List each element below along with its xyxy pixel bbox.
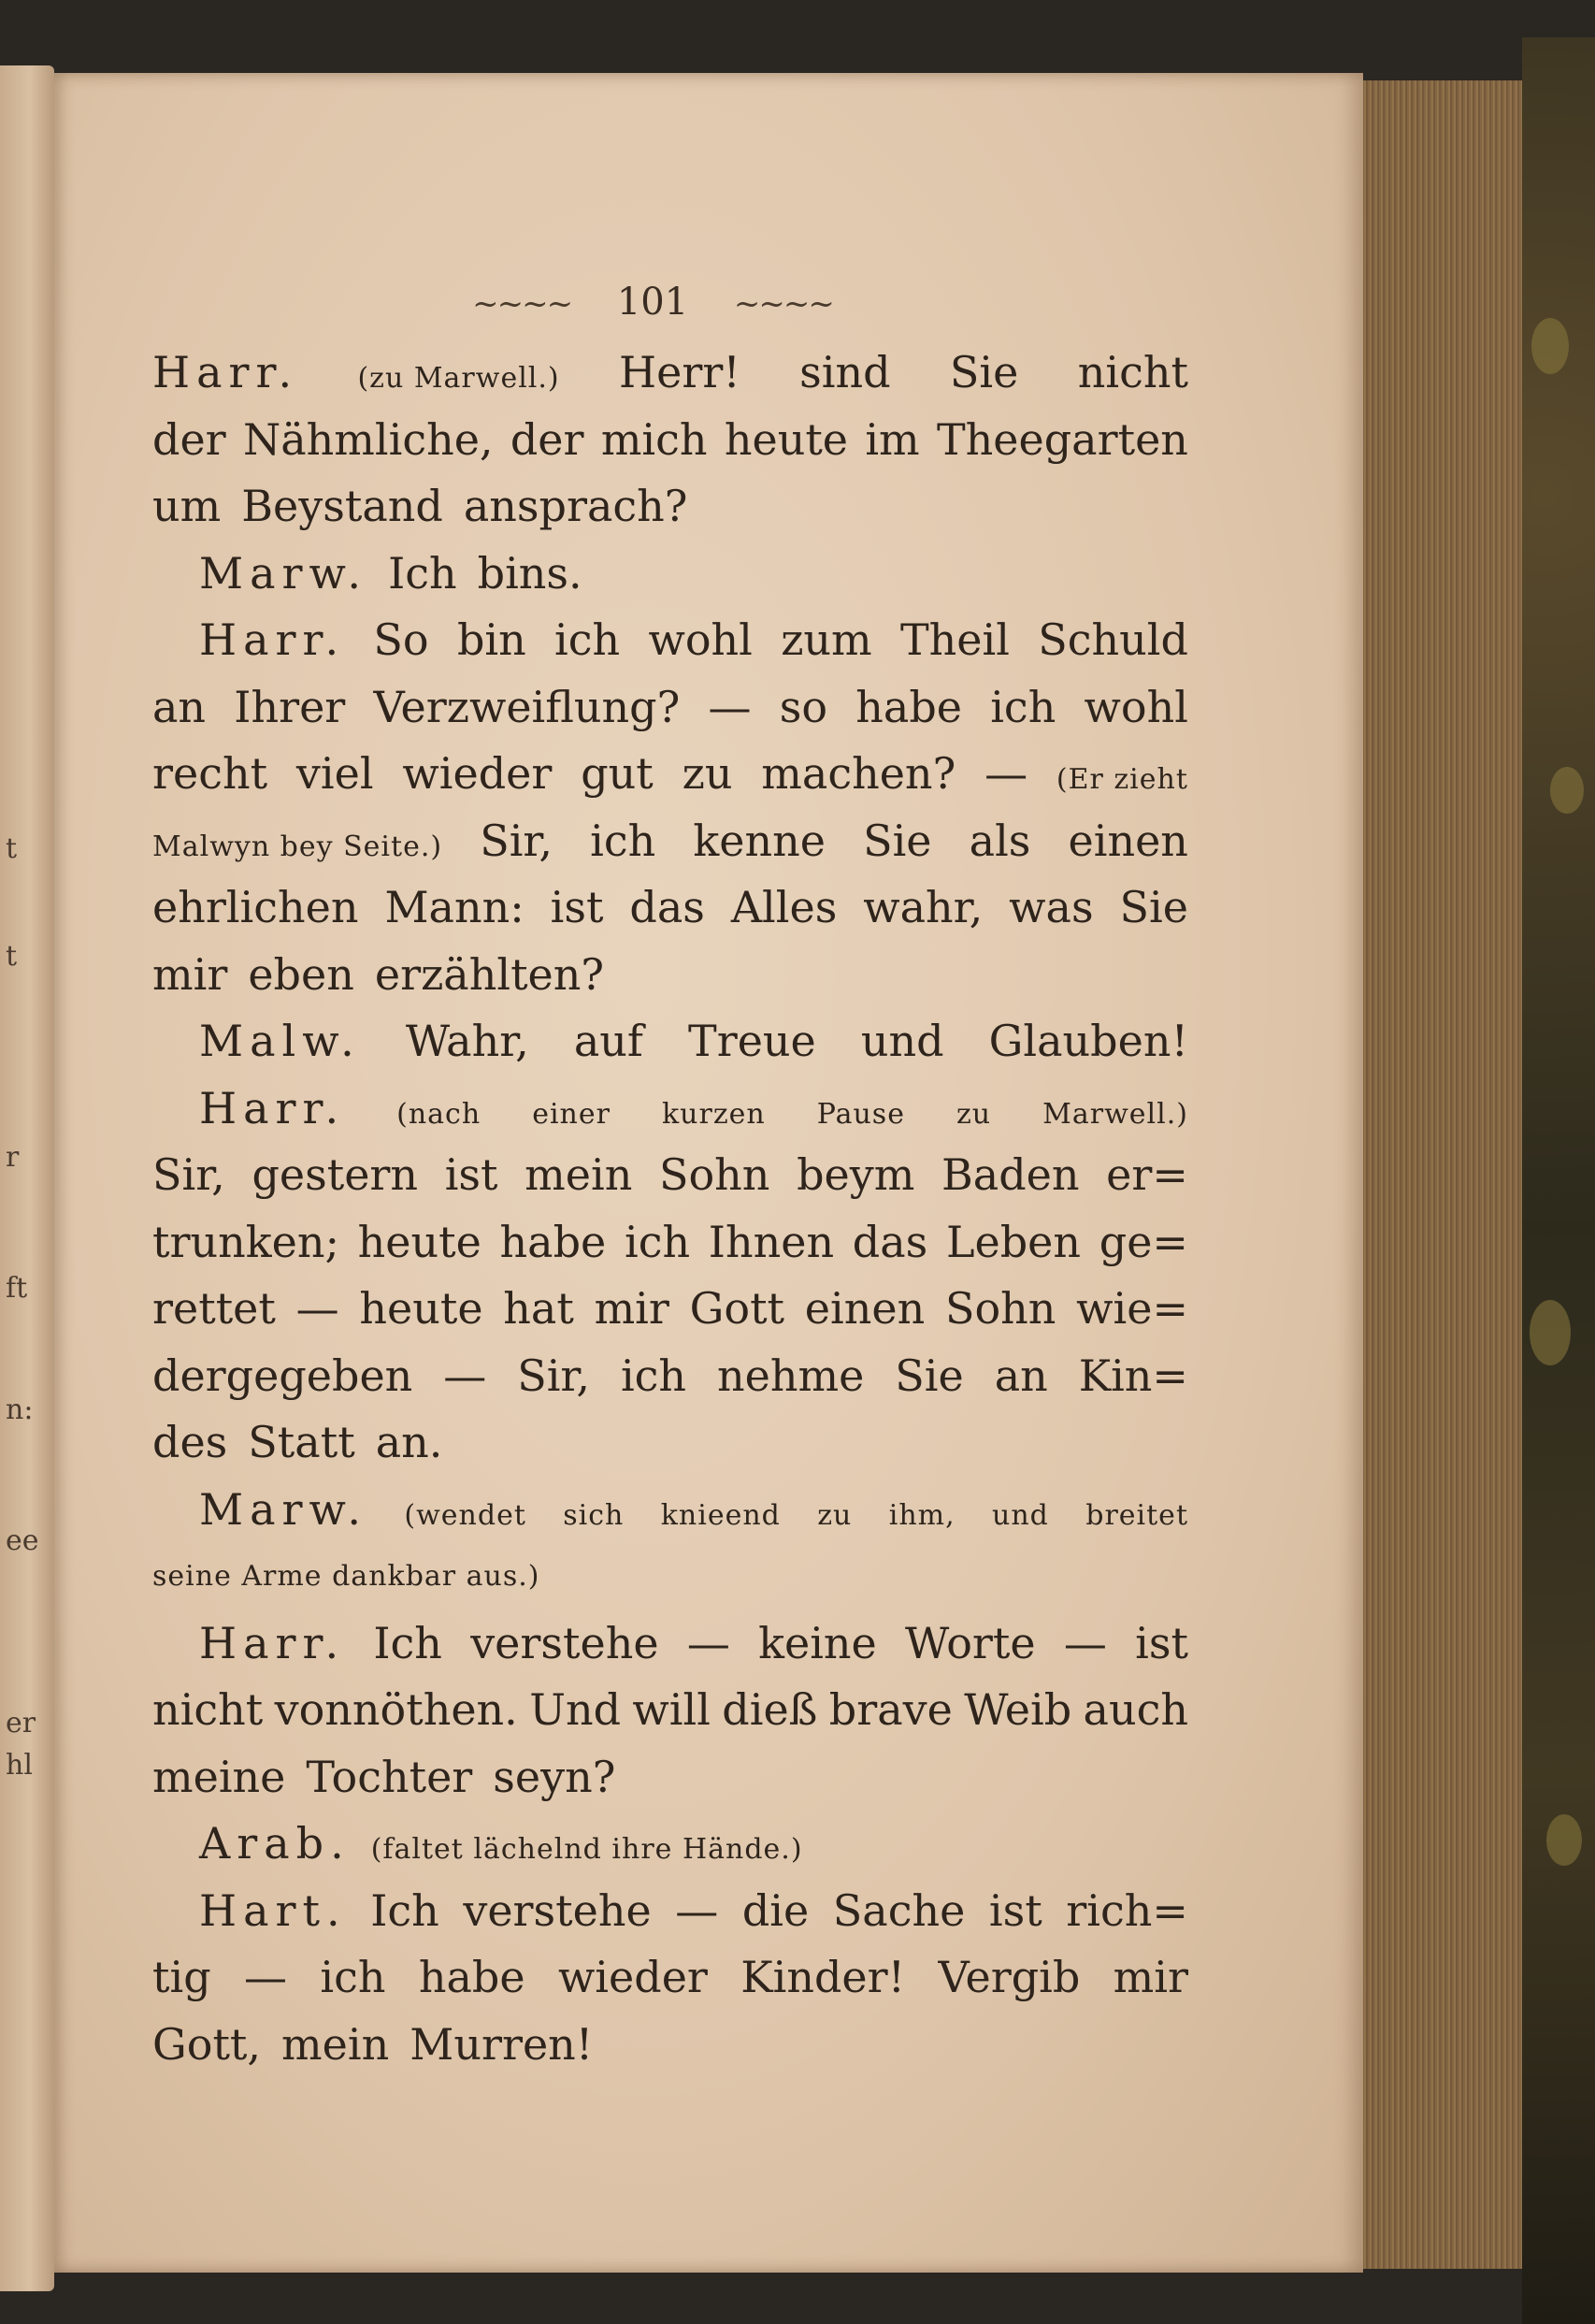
word: habe bbox=[499, 1216, 607, 1267]
word: meine bbox=[152, 1751, 286, 1802]
word: wohl bbox=[648, 614, 753, 665]
word: mein bbox=[281, 2018, 390, 2070]
word: die bbox=[741, 1884, 810, 1936]
word: Sohn bbox=[944, 1283, 1056, 1334]
word: bin bbox=[456, 614, 526, 665]
word: viel bbox=[295, 748, 374, 799]
word: Weib bbox=[964, 1684, 1072, 1735]
word: Sir, bbox=[152, 1149, 225, 1200]
word: ich bbox=[990, 681, 1056, 732]
word: der bbox=[510, 413, 584, 465]
word: — bbox=[686, 1617, 730, 1668]
text-line bbox=[152, 1008, 1188, 1075]
text-line bbox=[152, 1343, 1188, 1410]
word: das bbox=[852, 1216, 928, 1267]
left-page-fragment: n: bbox=[6, 1393, 34, 1426]
text-line bbox=[152, 1944, 1188, 2012]
text-line bbox=[152, 473, 1188, 541]
word: — bbox=[244, 1952, 288, 2002]
word: wieder bbox=[402, 748, 553, 799]
text-line bbox=[152, 1610, 1188, 1678]
word: einen bbox=[1068, 815, 1188, 866]
word: wohl bbox=[1084, 681, 1188, 732]
word: auf bbox=[573, 1016, 643, 1066]
word: Gott, bbox=[152, 2018, 262, 2070]
word: Wahr, bbox=[405, 1016, 529, 1066]
previous-page-edge bbox=[0, 65, 54, 2291]
word: Schuld bbox=[1038, 614, 1188, 665]
stage-direction: einer bbox=[532, 1097, 611, 1131]
text-line bbox=[152, 1744, 1188, 1812]
word: ehrlichen bbox=[152, 882, 359, 932]
text-line bbox=[152, 2012, 1188, 2079]
text-line bbox=[152, 541, 1188, 608]
stage-direction: (Er zieht bbox=[1056, 763, 1188, 796]
word: verstehe bbox=[463, 1884, 652, 1936]
word: nehme bbox=[717, 1350, 865, 1401]
word: mein bbox=[524, 1149, 633, 1200]
word: Worte bbox=[905, 1617, 1036, 1668]
stage-direction: breitet bbox=[1085, 1498, 1188, 1532]
stage-direction: seine Arme dankbar aus.) bbox=[152, 1560, 540, 1593]
ornament-left: ~~~~ bbox=[472, 285, 572, 323]
word: um bbox=[152, 481, 222, 531]
word: Ich bbox=[388, 547, 457, 599]
word: als bbox=[969, 815, 1031, 866]
word: Alles bbox=[730, 882, 838, 932]
word: ist bbox=[988, 1884, 1042, 1936]
word: Sie bbox=[895, 1350, 964, 1401]
word: Sie bbox=[863, 815, 932, 866]
page-header bbox=[54, 281, 1251, 324]
word: machen? bbox=[761, 748, 956, 799]
word: Ich bbox=[373, 1617, 442, 1668]
word: Theegarten bbox=[936, 413, 1188, 465]
word: ist bbox=[1135, 1617, 1188, 1668]
word: ist bbox=[444, 1149, 498, 1200]
left-page-fragment: r bbox=[6, 1141, 20, 1174]
word: mir bbox=[594, 1283, 669, 1334]
left-page-fragment: t bbox=[6, 940, 18, 973]
word: — bbox=[984, 748, 1028, 799]
word: Sache bbox=[832, 1884, 966, 1936]
word: Kin= bbox=[1078, 1350, 1188, 1401]
stage-direction: knieend bbox=[660, 1498, 781, 1532]
word: — bbox=[708, 681, 752, 732]
word: rich= bbox=[1066, 1884, 1188, 1936]
word: Leben bbox=[945, 1216, 1082, 1267]
stage-direction: (zu Marwell.) bbox=[357, 362, 560, 395]
word: ge= bbox=[1099, 1216, 1188, 1267]
word: zu bbox=[682, 748, 733, 799]
word: seyn? bbox=[493, 1751, 616, 1802]
speaker-name: Harr. bbox=[199, 1617, 346, 1668]
stage-direction: und bbox=[992, 1498, 1049, 1532]
word: Sie bbox=[949, 347, 1019, 397]
word: brave bbox=[828, 1684, 953, 1735]
left-page-fragment: ft bbox=[6, 1272, 28, 1305]
word: dieß bbox=[722, 1684, 818, 1735]
text-line bbox=[152, 607, 1188, 674]
word: tig bbox=[152, 1952, 211, 2002]
word: des bbox=[152, 1417, 228, 1467]
word: Herr! bbox=[619, 347, 740, 397]
word: Ihrer bbox=[234, 681, 346, 732]
word: Ich bbox=[370, 1884, 439, 1936]
word: gestern bbox=[251, 1149, 419, 1200]
word: eben bbox=[248, 948, 354, 1000]
text-line bbox=[152, 1543, 1188, 1610]
word: wie= bbox=[1076, 1283, 1188, 1334]
text-line bbox=[152, 1878, 1188, 1945]
word: Und bbox=[529, 1684, 622, 1735]
word: wieder bbox=[557, 1952, 708, 2002]
word: will bbox=[632, 1684, 711, 1735]
left-page-fragment: er bbox=[6, 1707, 36, 1739]
word: Baden bbox=[941, 1149, 1080, 1200]
word: er= bbox=[1106, 1149, 1188, 1200]
word: auch bbox=[1083, 1684, 1188, 1735]
word: kenne bbox=[693, 815, 826, 866]
speaker-name: Malw. bbox=[199, 1016, 361, 1066]
word: vonnöthen. bbox=[274, 1684, 518, 1735]
page-block-edges bbox=[1363, 80, 1522, 2269]
word: Vergib bbox=[938, 1952, 1081, 2002]
speaker-name: Harr. bbox=[199, 1082, 346, 1133]
word: ich bbox=[554, 614, 621, 665]
word: Theil bbox=[899, 614, 1010, 665]
text-line bbox=[152, 874, 1188, 942]
stage-direction: (faltet lächelnd ihre Hände.) bbox=[370, 1833, 803, 1866]
word: bins. bbox=[477, 547, 582, 599]
text-line bbox=[152, 741, 1188, 808]
word: ist bbox=[550, 882, 604, 932]
ornament-right: ~~~~ bbox=[733, 285, 833, 323]
word: hat bbox=[503, 1283, 574, 1334]
left-page-fragment: hl bbox=[6, 1749, 33, 1782]
word: Tochter bbox=[306, 1751, 473, 1802]
text-line bbox=[152, 1811, 1188, 1878]
text-line bbox=[152, 1142, 1188, 1209]
word: Sir, bbox=[480, 815, 553, 866]
word: — bbox=[443, 1350, 487, 1401]
word: Sie bbox=[1119, 882, 1188, 932]
word: an. bbox=[375, 1417, 443, 1467]
speaker-name: Marw. bbox=[199, 547, 368, 599]
word: Beystand bbox=[241, 481, 443, 531]
text-line bbox=[152, 808, 1188, 875]
text-line bbox=[152, 407, 1188, 474]
word: heute bbox=[359, 1283, 483, 1334]
word: heute bbox=[357, 1216, 481, 1267]
word: im bbox=[865, 413, 920, 465]
text-line bbox=[152, 674, 1188, 742]
word: Statt bbox=[248, 1417, 355, 1467]
word: zum bbox=[781, 614, 872, 665]
page-text bbox=[152, 339, 1188, 2078]
word: Treue bbox=[688, 1016, 816, 1066]
word: Murren! bbox=[410, 2018, 594, 2070]
word: Kinder! bbox=[740, 1952, 906, 2002]
speaker-name: Harr. bbox=[152, 347, 299, 397]
word: Gott bbox=[689, 1283, 785, 1334]
word: gut bbox=[581, 748, 654, 799]
word: nicht bbox=[1077, 347, 1188, 397]
word: was bbox=[1009, 882, 1094, 932]
stage-direction: sich bbox=[563, 1498, 625, 1532]
text-line bbox=[152, 942, 1188, 1009]
word: ich bbox=[320, 1952, 386, 2002]
word: Verzweiflung? bbox=[373, 681, 681, 732]
stage-direction: Marwell.) bbox=[1042, 1097, 1188, 1131]
word: Sir, bbox=[517, 1350, 590, 1401]
word: und bbox=[860, 1016, 944, 1066]
left-page-fragment: ee bbox=[6, 1524, 39, 1557]
word: ansprach? bbox=[463, 481, 688, 531]
word: trunken; bbox=[152, 1216, 339, 1267]
word: sind bbox=[799, 347, 891, 397]
word: verstehe bbox=[470, 1617, 659, 1668]
stage-direction: (wendet bbox=[404, 1498, 526, 1532]
word: — bbox=[675, 1884, 719, 1936]
word: habe bbox=[418, 1952, 525, 2002]
word: an bbox=[994, 1350, 1048, 1401]
word: beym bbox=[797, 1149, 915, 1200]
book-page bbox=[54, 73, 1363, 2273]
text-line bbox=[152, 339, 1188, 407]
word: habe bbox=[855, 681, 962, 732]
speaker-name: Arab. bbox=[199, 1818, 351, 1869]
speaker-name: Marw. bbox=[199, 1483, 368, 1535]
word: erzählten? bbox=[374, 948, 605, 1000]
left-page-fragment: t bbox=[6, 832, 18, 865]
text-line bbox=[152, 1477, 1188, 1544]
word: rettet bbox=[152, 1283, 276, 1334]
stage-direction: Malwyn bey Seite.) bbox=[152, 830, 443, 863]
stage-direction: Pause bbox=[816, 1097, 905, 1131]
word: — bbox=[1063, 1617, 1107, 1668]
word: mir bbox=[1113, 1952, 1188, 2002]
word: an bbox=[152, 681, 207, 732]
word: ich bbox=[624, 1216, 691, 1267]
stage-direction: (nach bbox=[396, 1097, 481, 1131]
page-number: 101 bbox=[616, 281, 689, 324]
text-line bbox=[152, 1075, 1188, 1143]
word: das bbox=[629, 882, 705, 932]
word: einen bbox=[804, 1283, 926, 1334]
word: mich bbox=[600, 413, 708, 465]
word: Ihnen bbox=[708, 1216, 835, 1267]
word: Glauben! bbox=[988, 1016, 1188, 1066]
word: Nähmliche, bbox=[242, 413, 494, 465]
word: Mann: bbox=[384, 882, 524, 932]
text-line bbox=[152, 1677, 1188, 1744]
text-line bbox=[152, 1209, 1188, 1277]
word: heute bbox=[724, 413, 849, 465]
text-line bbox=[152, 1409, 1188, 1477]
word: nicht bbox=[152, 1684, 264, 1735]
stage-direction: zu bbox=[956, 1097, 992, 1131]
speaker-name: Hart. bbox=[199, 1884, 347, 1936]
text-line bbox=[152, 1276, 1188, 1343]
word: ich bbox=[590, 815, 656, 866]
word: — bbox=[295, 1283, 339, 1334]
stage-direction: zu bbox=[817, 1498, 853, 1532]
speaker-name: Harr. bbox=[199, 614, 346, 665]
stage-direction: kurzen bbox=[662, 1097, 766, 1131]
stage-direction: ihm, bbox=[888, 1498, 956, 1532]
word: mir bbox=[152, 948, 228, 1000]
word: der bbox=[152, 413, 226, 465]
word: Sohn bbox=[658, 1149, 770, 1200]
book-cover bbox=[1522, 37, 1595, 2324]
word: So bbox=[373, 614, 429, 665]
word: wahr, bbox=[863, 882, 984, 932]
word: dergegeben bbox=[152, 1350, 413, 1401]
word: keine bbox=[758, 1617, 877, 1668]
word: ich bbox=[620, 1350, 687, 1401]
word: recht bbox=[152, 748, 268, 799]
word: so bbox=[779, 681, 828, 732]
